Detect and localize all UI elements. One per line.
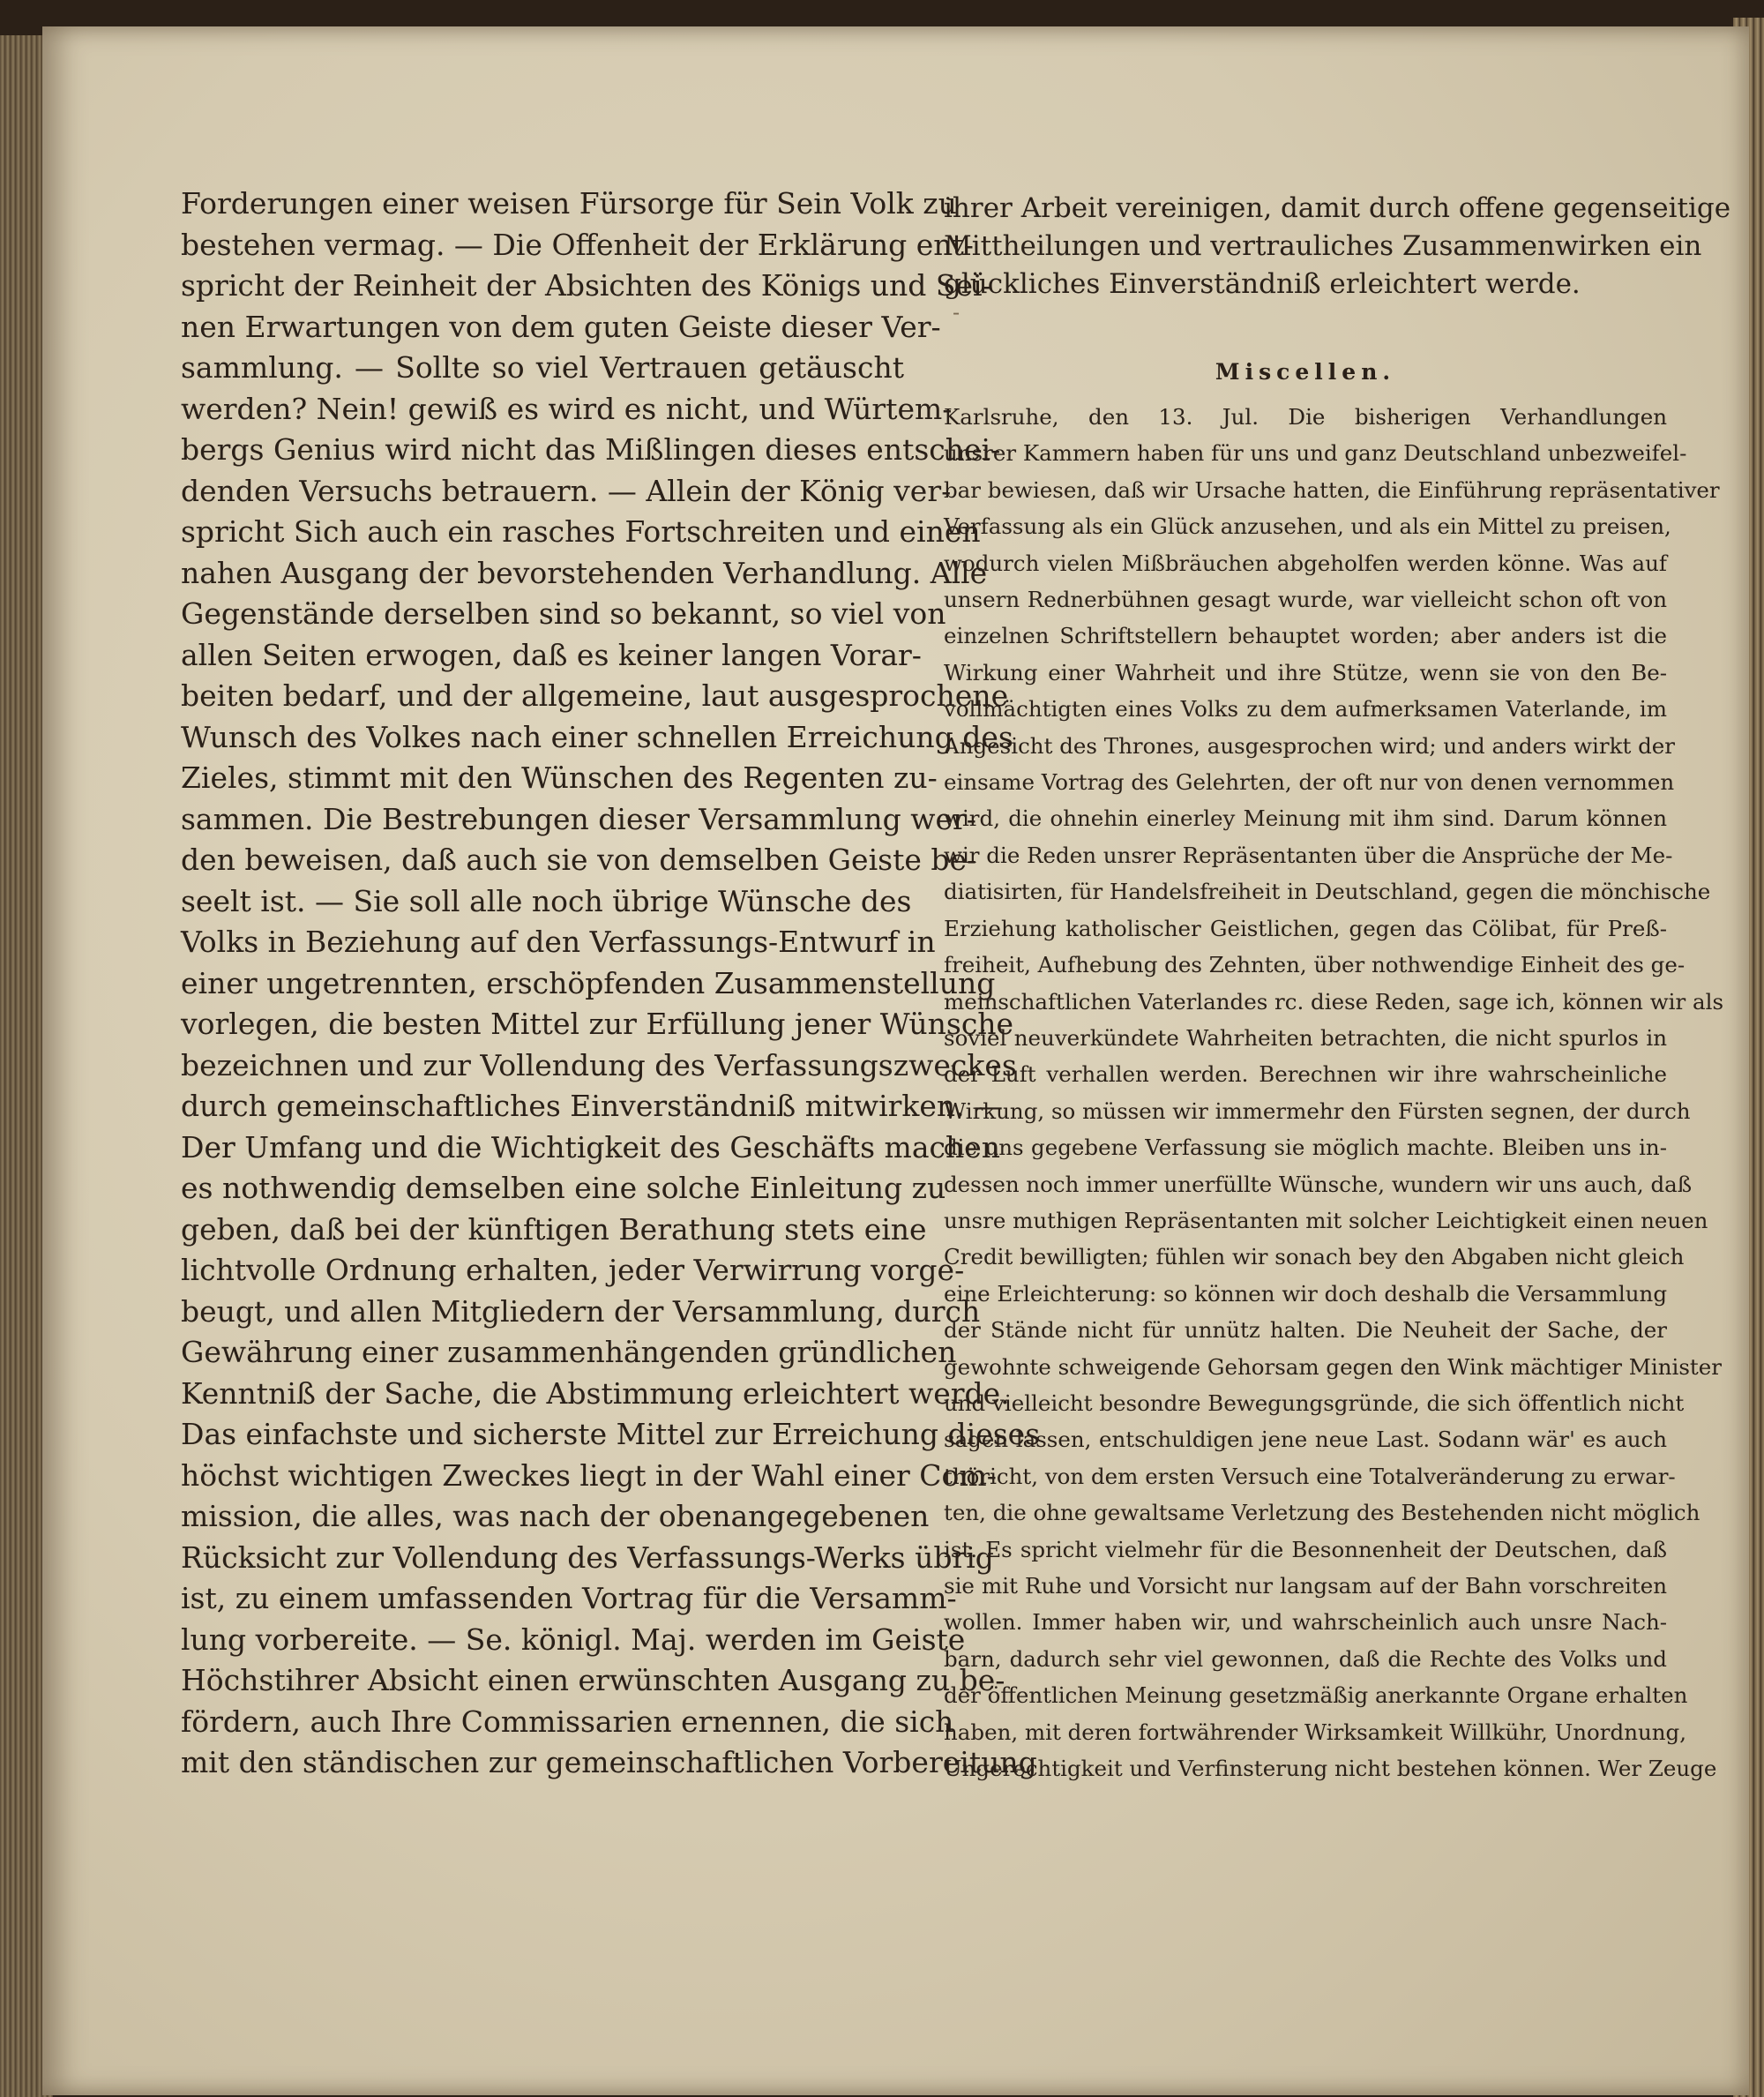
text-line: Kenntniß der Sache, die Abstimmung erleichtert werde.	[181, 1375, 1010, 1411]
separator-dash: -	[953, 300, 960, 325]
text-line: mission, die alles, was nach der obenangegebenen	[181, 1499, 930, 1533]
text-line: einsame Vortrag des Gelehrten, der oft nur von denen vernommen	[944, 769, 1675, 796]
text-line: spricht Sich auch ein rasches Fortschreiten und einen	[181, 514, 981, 549]
text-line: Gegenstände derselben sind so bekannt, so viel von	[181, 596, 946, 631]
text-line: die uns gegebene Verfassung sie möglich machte. Bleiben uns in-	[944, 1135, 1667, 1161]
text-line: Wunsch des Volkes nach einer schnellen Erreichung des	[181, 719, 1013, 754]
text-line: glückliches Einverständniß erleichtert werde.	[944, 268, 1581, 300]
text-line: wollen. Immer haben wir, und wahrscheinlich auch unsre Nach-	[944, 1609, 1667, 1636]
text-line: freiheit, Aufhebung des Zehnten, über nothwendige Einheit des ge-	[944, 952, 1686, 978]
text-line: beugt, und allen Mitgliedern der Versammlung, durch	[181, 1293, 981, 1329]
text-line: wir die Reden unsrer Repräsentanten über die Ansprüche der Me-	[944, 842, 1673, 868]
text-line: spricht der Reinheit der Absichten des Königs und Sei-	[181, 268, 992, 303]
text-line: beiten bedarf, und der allgemeine, laut ausgesprochene	[181, 678, 1009, 713]
text-line: Wirkung einer Wahrheit und ihre Stütze, wenn sie von den Be-	[944, 659, 1667, 685]
text-line: eine Erleichterung: so können wir doch deshalb die Versammlung	[944, 1280, 1667, 1307]
text-line: gewohnte schweigende Gehorsam gegen den Wink mächtiger Minister	[944, 1353, 1722, 1380]
text-line: sagen lassen, entschuldigen jene neue Last. Sodann wär' es auch	[944, 1427, 1667, 1453]
text-line: ten, die ohne gewaltsame Verletzung des Bestehenden nicht möglich	[944, 1500, 1700, 1526]
text-line: Der Umfang und die Wichtigkeit des Geschäfts machen	[181, 1129, 1001, 1165]
text-line: fördern, auch Ihre Commissarien ernennen, die sich	[181, 1704, 954, 1739]
text-line: einer ungetrennten, erschöpfenden Zusammenstellung	[181, 965, 996, 1000]
text-line: durch gemeinschaftliches Einverständniß mitwirken. —	[181, 1089, 1004, 1123]
text-line: ihrer Arbeit vereinigen, damit durch offene gegenseitige	[944, 192, 1731, 224]
text-line: unsern Rednerbühnen gesagt wurde, war vielleicht schon oft von	[944, 587, 1667, 613]
right-column	[944, 190, 1731, 1786]
text-line: Volks in Beziehung auf den Verfassungs-Entwurf in	[181, 925, 936, 959]
text-line: wird, die ohnehin einerley Meinung mit ihm sind. Darum können	[944, 805, 1667, 832]
text-line: nahen Ausgang der bevorstehenden Verhandlung. Alle	[181, 555, 988, 590]
text-line: thöricht, von dem ersten Versuch eine Totalveränderung zu erwar-	[944, 1463, 1676, 1489]
text-line: bestehen vermag. — Die Offenheit der Erklärung ent-	[181, 227, 974, 262]
text-line: dessen noch immer unerfüllte Wünsche, wundern wir uns auch, daß	[944, 1171, 1693, 1197]
text-line: Mittheilungen und vertrauliches Zusammenwirken ein	[944, 230, 1702, 262]
text-line: bar bewiesen, daß wir Ursache hatten, die Einführung repräsentativer	[944, 476, 1720, 503]
text-line: werden? Nein! gewiß es wird es nicht, und Würtem-	[181, 391, 953, 426]
text-line: bergs Genius wird nicht das Mißlingen dieses entschei-	[181, 432, 1001, 467]
text-line: sie mit Ruhe und Vorsicht nur langsam auf der Bahn vorschreiten	[944, 1573, 1667, 1599]
text-line: Karlsruhe, den 13. Jul. Die bisherigen Verhandlungen	[944, 404, 1667, 430]
text-line: haben, mit deren fortwährender Wirksamkeit Willkühr, Unordnung,	[944, 1719, 1686, 1745]
text-line: höchst wichtigen Zweckes liegt in der Wahl einer Com-	[181, 1457, 997, 1493]
text-line: Zieles, stimmt mit den Wünschen des Regenten zu-	[181, 760, 938, 795]
text-line: lichtvolle Ordnung erhalten, jeder Verwirrung vorge-	[181, 1253, 965, 1287]
text-line: mit den ständischen zur gemeinschaftlichen Vorbereitung	[181, 1745, 1037, 1779]
right-column-continuation	[944, 190, 1731, 303]
text-line: allen Seiten erwogen, daß es keiner langen Vorar-	[181, 637, 922, 672]
text-line: ist, zu einem umfassenden Vortrag für die Versamm-	[181, 1581, 957, 1615]
miscellen-article	[944, 399, 1724, 1786]
text-line: lung vorbereite. — Se. königl. Maj. werden im Geiste	[181, 1621, 966, 1657]
text-line: Verfassung als ein Glück anzusehen, und als ein Mittel zu preisen,	[944, 513, 1671, 540]
text-line: bezeichnen und zur Vollendung des Verfassungszweckes	[181, 1047, 1017, 1082]
text-line: Credit bewilligten; fühlen wir sonach bey den Abgaben nicht gleich	[944, 1244, 1685, 1270]
left-column	[181, 183, 1041, 1784]
section-heading: Miscellen.	[1215, 359, 1396, 385]
text-line: meinschaftlichen Vaterlandes rc. diese Reden, sage ich, können wir als	[944, 988, 1724, 1015]
text-line: Gewährung einer zusammenhängenden gründlichen	[181, 1335, 957, 1369]
text-line: geben, daß bei der künftigen Berathung stets eine	[181, 1211, 927, 1247]
text-line: Angesicht des Thrones, ausgesprochen wird; und anders wirkt der	[944, 732, 1675, 759]
text-line: Forderungen einer weisen Fürsorge für Sein Volk zu	[181, 186, 957, 221]
text-line: Höchstihrer Absicht einen erwünschten Ausgang zu be-	[181, 1663, 1005, 1697]
text-line: diatisirten, für Handelsfreiheit in Deutschland, gegen die mönchische	[944, 879, 1711, 905]
text-line: wodurch vielen Mißbräuchen abgeholfen werden könne. Was auf	[944, 550, 1667, 576]
text-line: Das einfachste und sicherste Mittel zur Erreichung dieses	[181, 1417, 1041, 1451]
text-line: unsrer Kammern haben für uns und ganz Deutschland unbezweifel-	[944, 440, 1687, 467]
text-line: Ungerechtigkeit und Verfinsterung nicht bestehen können. Wer Zeuge	[944, 1756, 1717, 1782]
text-line: Wirkung, so müssen wir immermehr den Fürsten segnen, der durch	[944, 1097, 1691, 1124]
text-line: nen Erwartungen von dem guten Geiste dieser Ver-	[181, 309, 941, 344]
text-line: der öffentlichen Meinung gesetzmäßig anerkannte Organe erhalten	[944, 1682, 1688, 1709]
text-line: den beweisen, daß auch sie von demselben Geiste be-	[181, 843, 977, 877]
text-line: sammlung. — Sollte so viel Vertrauen getäuscht	[181, 350, 904, 385]
text-line: vollmächtigten eines Volks zu dem aufmerksamen Vaterlande, im	[944, 696, 1667, 723]
text-line: Erziehung katholischer Geistlichen, gegen das Cölibat, für Preß-	[944, 915, 1667, 941]
text-line: es nothwendig demselben eine solche Einleitung zu	[181, 1171, 946, 1205]
text-line: einzelnen Schriftstellern behauptet worden; aber anders ist die	[944, 623, 1667, 649]
text-line: Rücksicht zur Vollendung des Verfassungs-Werks übrig	[181, 1539, 994, 1575]
text-line: sammen. Die Bestrebungen dieser Versammlung wer-	[181, 801, 976, 836]
text-line: ist. Es spricht vielmehr für die Besonnenheit der Deutschen, daß	[944, 1536, 1667, 1562]
text-line: soviel neuverkündete Wahrheiten betrachten, die nicht spurlos in	[944, 1024, 1667, 1051]
text-line: seelt ist. — Sie soll alle noch übrige Wünsche des	[181, 883, 912, 918]
text-line: und vielleicht besondre Bewegungsgründe, die sich öffentlich nicht	[944, 1389, 1685, 1416]
text-line: der Luft verhallen werden. Berechnen wir ihre wahrscheinliche	[944, 1061, 1667, 1088]
text-line: barn, dadurch sehr viel gewonnen, daß die Rechte des Volks und	[944, 1645, 1667, 1672]
text-line: unsre muthigen Repräsentanten mit solcher Leichtigkeit einen neuen	[944, 1207, 1708, 1233]
text-line: denden Versuchs betrauern. — Allein der König ver-	[181, 473, 952, 508]
text-line: vorlegen, die besten Mittel zur Erfüllung jener Wünsche	[181, 1007, 1014, 1041]
text-line: der Stände nicht für unnütz halten. Die Neuheit der Sache, der	[944, 1317, 1667, 1344]
